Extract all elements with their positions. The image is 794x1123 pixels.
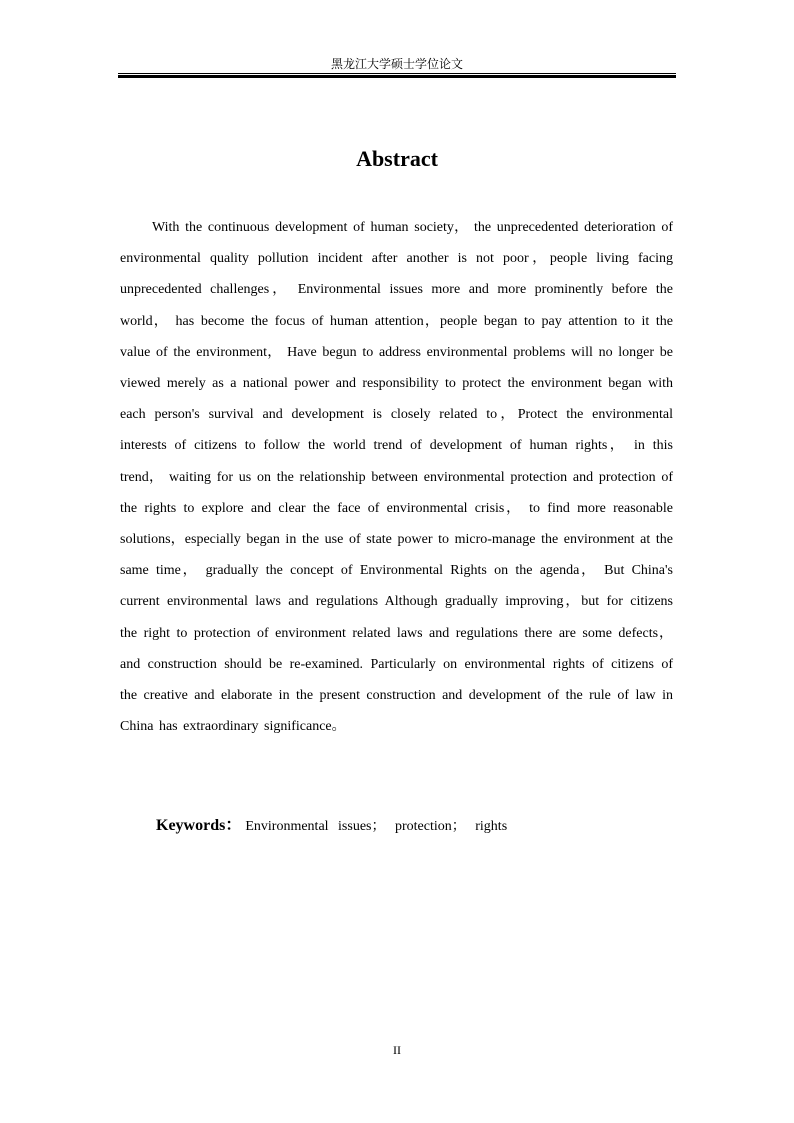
section-title: Abstract	[356, 146, 438, 171]
running-header: 黑龙江大学硕士学位论文	[330, 57, 463, 71]
page-number: II	[393, 1043, 401, 1057]
keywords-values: Environmental issues； protection； rights	[245, 819, 508, 834]
header-rule-thick	[118, 75, 676, 78]
keywords-label: Keywords：	[156, 817, 242, 834]
abstract-paragraph: With the continuous development of human society， the unprecedented deterioration of environmental quality pollution incident after another is not poor，people living facing unprecedented challenges， Environmental issues more and more prominently before the world， has become the focus of human attention，people began to pay attention to it the value of the environment， Have begun to address environmental problems will no longer be viewed merely as a national power and responsibility to protect the environment began with each person's survival and development is closely related to，Protect the environmental interests of citizens to follow the world trend of development of human rights， in this trend， waiting for us on the relationship between environmental protection and protection of the rights to explore and clear the face of environmental crisis， to find more reasonable solutions，especially began in the use of state power to micro-manage the environment at the same time， gradually the concept of Environmental Rights on the agenda， But China's current environmental laws and regulations Although gradually improving，but for citizens the right to protection of environment related laws and regulations there are some defects， and construction should be re-examined. Particularly on environmental rights of citizens of the creative and elaborate in the present construction and development of the rule of law in China has extraordinary significance。	[120, 220, 673, 735]
header-rule-thin	[118, 73, 676, 74]
keywords-line	[156, 812, 676, 841]
